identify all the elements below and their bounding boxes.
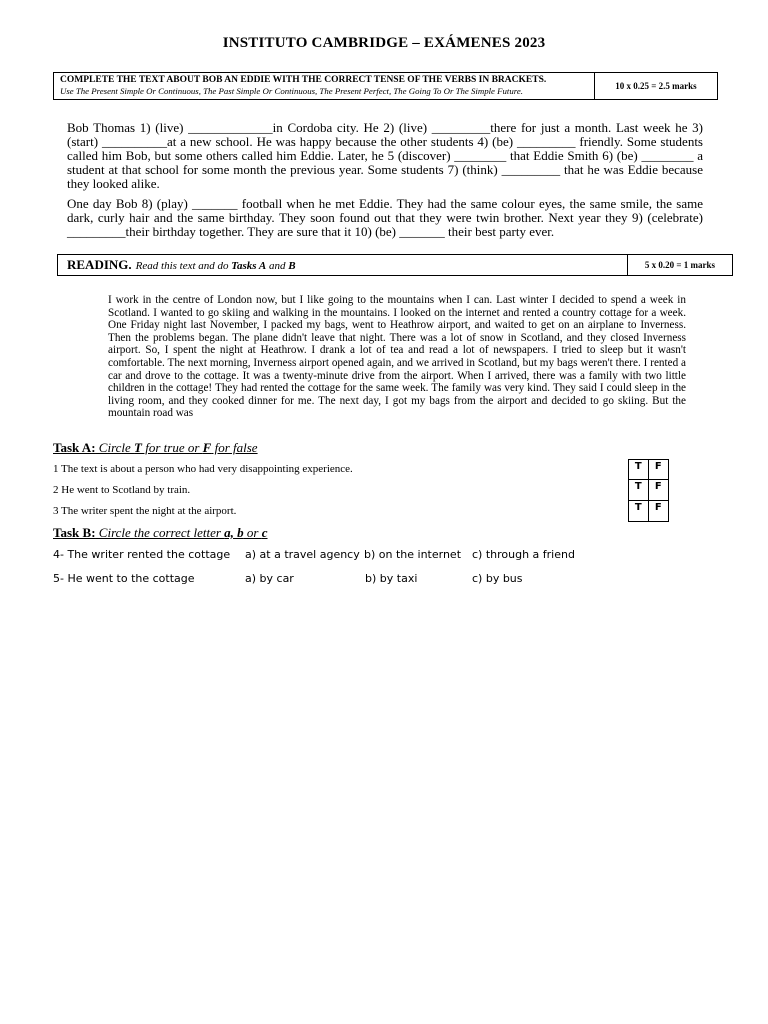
task-a-instr-post: for false <box>211 440 258 455</box>
instruction-main: COMPLETE THE TEXT ABOUT BOB AN EDDIE WITH THE CORRECT TENSE OF THE VERBS IN BRACKETS. <box>60 75 547 85</box>
task-a-question-2: 2 He went to Scotland by train. <box>53 484 191 496</box>
instruction-sub: Use The Present Simple Or Continuous, The Past Simple Or Continuous, The Present Perfect, The Going To Or The Simple Future. <box>60 86 523 96</box>
grammar-instruction-box <box>53 72 718 100</box>
task-a-question-3: 3 The writer spent the night at the airport. <box>53 505 237 517</box>
task-b-label: Task B: <box>53 525 96 540</box>
task-a-instr-mid: for true or <box>142 440 203 455</box>
question-4-option-a[interactable]: a) at a travel agency <box>245 548 360 561</box>
reading-marks: 5 x 0.20 = 1 marks <box>644 260 716 270</box>
reading-instruction <box>58 255 628 275</box>
task-b-c: c <box>261 525 268 540</box>
question-4-option-b[interactable]: b) on the internet <box>364 548 462 561</box>
page-title: INSTITUTO CAMBRIDGE – EXÁMENES 2023 <box>222 35 546 51</box>
task-a-f: F <box>202 440 212 455</box>
true-option-1[interactable]: T <box>629 460 649 480</box>
grammar-paragraph-2: One day Bob 8) (play) _______ football when he met Eddie. They had the same colour eyes, the same smile, the same dark, curly hair and the same birthday. They soon found out that they were twin brother. Next year they 9) (celebrate) _________their birthday together. They are sure that it 10) (be) _______ their best party ever. <box>67 196 703 239</box>
question-5-option-a[interactable]: a) by car <box>245 572 294 585</box>
reading-instruction-pre: Read this text and do <box>135 260 232 272</box>
grammar-paragraph-1: Bob Thomas 1) (live) _____________in Cordoba city. He 2) (live) _________there for just a month. Last week he 3) (start) __________at a new school. He was happy because the other students 4) (be) _________ friendly. Some students called him Bob, but some others called him Eddie. Later, he 5 (discover) ________ that Eddie Smith 6) (be) ________ a student at that school for some month the previous year. Some students 7) (think) _________ that he was Eddie because they looked alike. <box>67 120 703 191</box>
false-option-1[interactable]: F <box>649 460 669 480</box>
question-4-stem: 4- The writer rented the cottage <box>53 548 231 561</box>
task-a-label: Task A: <box>53 440 96 455</box>
reading-title: READING. <box>67 257 132 272</box>
task-a-heading <box>53 440 258 456</box>
reading-passage: I work in the centre of London now, but I like going to the mountains when I can. Last winter I decided to spend a week in Scotland. I wanted to go skiing and walking in the mountains. I looked on the internet and rented a country cottage for a week. One Friday night last November, I packed my bags, went to Heathrow airport, and waited to get on an airplane to Inverness. Then the problems began. The plane didn't leave that night. There was a lot of snow in Scotland, and they closed Inverness airport. So, I spent the night at Heathrow. I drank a lot of tea and read a lot of newspapers. I tried to sleep but it wasn't comfortable. The next morning, Inverness airport opened again, and we arrived in Scotland, but my bags weren't there. I rented a car and drove to the cottage. It was a twenty-minute drive from the airport. When I arrived, there was a family with two little children in the cottage! They had rented the cottage for the same week. The family was very kind. They said I could sleep in the living room, and they cooked dinner for me. The next day, I got my bags from the airport and decided to go skiing. But the mountain road was <box>108 294 686 418</box>
task-b-instr-mid: or <box>243 525 262 540</box>
false-option-2[interactable]: F <box>649 480 669 500</box>
task-a-t: T <box>134 440 142 455</box>
true-option-2[interactable]: T <box>629 480 649 500</box>
grammar-instruction <box>54 73 595 99</box>
true-option-3[interactable]: T <box>629 501 649 521</box>
task-b-instr-pre: Circle the correct letter <box>95 525 225 540</box>
false-option-3[interactable]: F <box>654 501 662 513</box>
question-5-option-b[interactable]: b) by taxi <box>365 572 418 585</box>
reading-header-box <box>57 254 733 276</box>
question-5-stem: 5- He went to the cottage <box>53 572 195 585</box>
reading-task-b-ref: B <box>288 260 296 272</box>
question-5-option-c[interactable]: c) by bus <box>472 572 523 585</box>
task-b-ab: a, b <box>224 525 244 540</box>
task-b-heading <box>53 525 268 541</box>
true-false-grid <box>628 459 669 522</box>
grammar-marks: 10 x 0.25 = 2.5 marks <box>615 81 697 91</box>
reading-and: and <box>266 260 289 272</box>
task-a-instr-pre: Circle <box>95 440 135 455</box>
task-a-question-1: 1 The text is about a person who had very disappointing experience. <box>53 463 353 475</box>
reading-task-a-ref: Tasks A <box>231 260 267 272</box>
question-4-option-c[interactable]: c) through a friend <box>472 548 575 561</box>
